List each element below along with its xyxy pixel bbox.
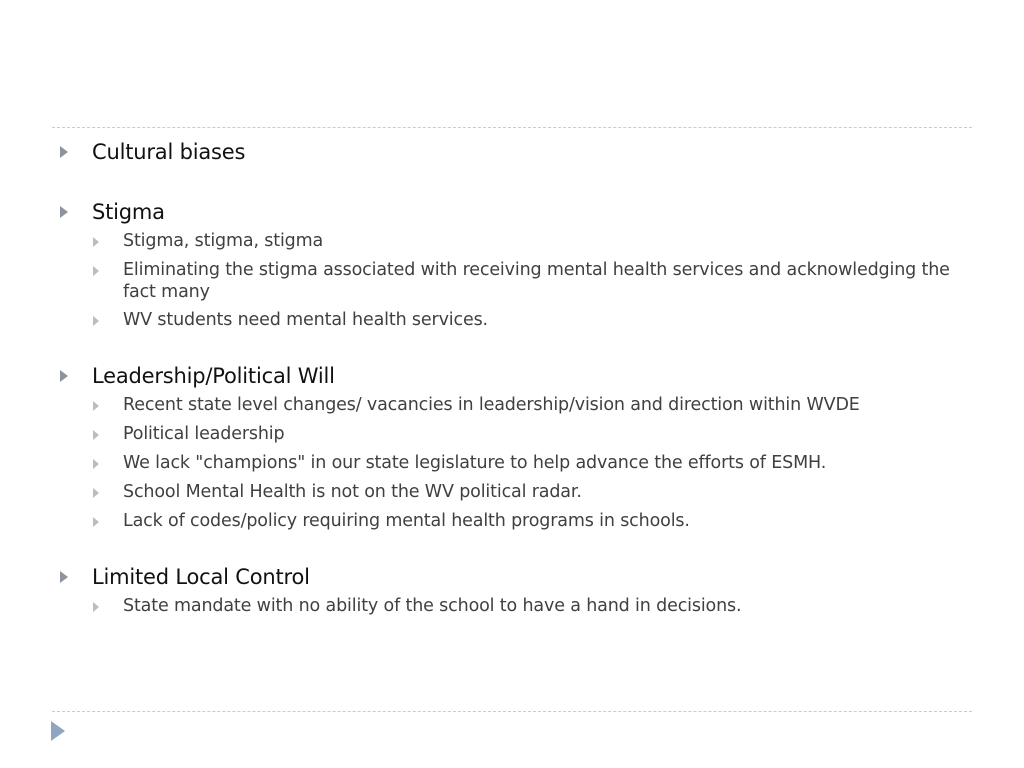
slide-content (60, 136, 970, 624)
sub-bullet-icon (93, 309, 123, 332)
sub-bullet-text: We lack "champions" in our state legislature to help advance the efforts of ESMH. (123, 453, 827, 473)
sub-bullet-text: Stigma, stigma, stigma (123, 231, 324, 251)
sub-bullet-item (60, 230, 970, 253)
top-divider (52, 127, 972, 128)
bullet-item (60, 561, 970, 593)
bullet-item (60, 136, 970, 168)
section-limited-local-control (60, 561, 970, 618)
sub-bullet-icon (93, 259, 123, 282)
section-heading: Limited Local Control (92, 565, 310, 589)
bottom-divider (52, 711, 972, 712)
sub-bullet-item (60, 595, 970, 618)
bullet-item (60, 196, 970, 228)
bullet-icon (60, 571, 92, 583)
sub-bullet-text: WV students need mental health services. (123, 310, 488, 330)
sub-bullet-item (60, 423, 970, 446)
bullet-icon (60, 206, 92, 218)
sub-bullet-item (60, 452, 970, 475)
sub-bullet-icon (93, 595, 123, 618)
sub-bullet-text: Political leadership (123, 424, 285, 444)
sub-bullet-icon (93, 423, 123, 446)
section-stigma (60, 196, 970, 332)
section-heading: Leadership/Political Will (92, 364, 335, 388)
section-cultural-biases (60, 136, 970, 168)
sub-bullet-item (60, 394, 970, 417)
bullet-item (60, 360, 970, 392)
sub-bullet-icon (93, 394, 123, 417)
sub-list (60, 595, 970, 618)
sub-bullet-item (60, 510, 970, 533)
sub-bullet-text: Eliminating the stigma associated with receiving mental health services and acknowledging the fact many (123, 260, 950, 302)
sub-bullet-text: Recent state level changes/ vacancies in leadership/vision and direction within WVDE (123, 395, 860, 415)
sub-bullet-icon (93, 230, 123, 253)
bullet-icon (60, 370, 92, 382)
sub-bullet-icon (93, 510, 123, 533)
section-heading: Stigma (92, 200, 165, 224)
section-leadership-political-will (60, 360, 970, 533)
sub-list (60, 230, 970, 332)
sub-bullet-text: Lack of codes/policy requiring mental health programs in schools. (123, 511, 690, 531)
play-arrow-icon (51, 721, 65, 741)
sub-bullet-text: State mandate with no ability of the school to have a hand in decisions. (123, 596, 742, 616)
bullet-icon (60, 146, 92, 158)
sub-list (60, 394, 970, 533)
sub-bullet-item (60, 481, 970, 504)
sub-bullet-item (60, 309, 970, 332)
next-slide-button[interactable] (51, 721, 65, 745)
sub-bullet-item (60, 259, 970, 303)
sub-bullet-text: School Mental Health is not on the WV political radar. (123, 482, 582, 502)
sub-bullet-icon (93, 481, 123, 504)
sub-bullet-icon (93, 452, 123, 475)
section-heading: Cultural biases (92, 140, 246, 164)
